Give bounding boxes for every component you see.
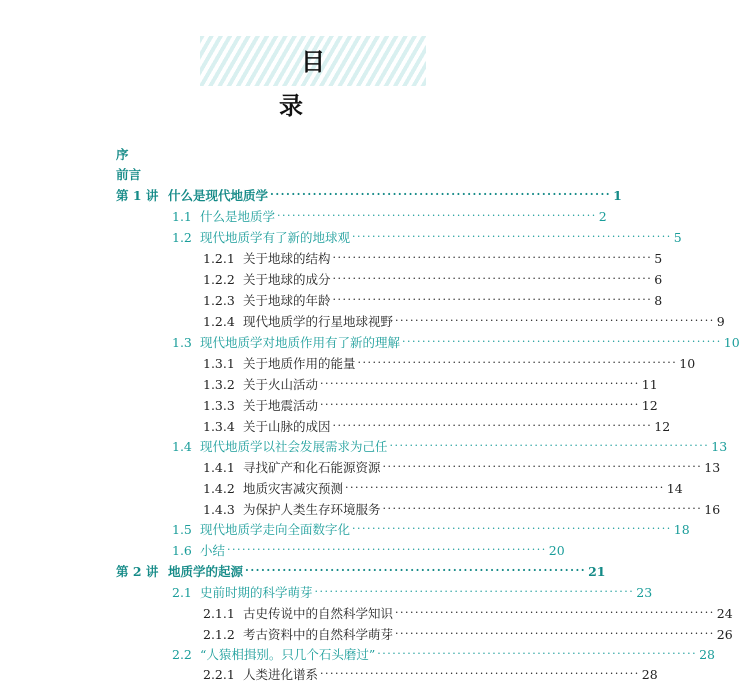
toc-entry-label: 什么是现代地质学 bbox=[168, 188, 269, 203]
toc-entry-page: 6 bbox=[654, 271, 663, 287]
toc-entry-number: 2.1.2 bbox=[203, 626, 235, 642]
toc-entry-number: 1.4.1 bbox=[203, 459, 235, 475]
toc-entry-page: 5 bbox=[654, 250, 663, 266]
toc-entry-label: 什么是地质学 bbox=[200, 209, 276, 224]
toc-subsection-2-1-2[interactable] bbox=[203, 624, 733, 644]
toc-entry-number: 2.1.1 bbox=[203, 605, 235, 621]
toc-entry-page: 9 bbox=[716, 313, 725, 329]
toc-entry-label: 现代地质学走向全面数字化 bbox=[200, 522, 351, 537]
toc-entry-label: 关于地震活动 bbox=[243, 398, 319, 413]
toc-leader-dots: ································································ bbox=[277, 209, 597, 222]
toc-entry-label: 史前时期的科学萌芽 bbox=[200, 585, 313, 600]
toc-leader-dots: ································································ bbox=[382, 502, 703, 515]
toc-subsection-1-2-1[interactable] bbox=[203, 248, 663, 268]
toc-leader-dots: ································································ bbox=[227, 543, 547, 556]
toc-subsection-1-4-1[interactable] bbox=[203, 457, 721, 477]
toc-entry-page: 11 bbox=[641, 376, 658, 392]
toc-entry-number: 1.3.2 bbox=[203, 376, 235, 392]
toc-entry-number: 1.3 bbox=[172, 334, 192, 350]
toc-section-1-1[interactable] bbox=[172, 206, 607, 226]
toc-entry-page: 8 bbox=[654, 292, 663, 308]
toc-subsection-1-3-2[interactable] bbox=[203, 374, 658, 394]
toc-entry-number: 1.4.2 bbox=[203, 480, 235, 496]
toc-entry-number: 1.3.4 bbox=[203, 418, 235, 434]
toc-entry-number: 1.2.3 bbox=[203, 292, 235, 308]
toc-entry-number: 1.1 bbox=[172, 208, 192, 224]
toc-entry-label: 现代地质学有了新的地球观 bbox=[200, 230, 351, 245]
toc-leader-dots: ································································ bbox=[332, 293, 653, 306]
toc-leader-dots: ································································ bbox=[402, 335, 722, 348]
toc-leader-dots: ································································ bbox=[352, 522, 672, 535]
toc-section-1-6[interactable] bbox=[172, 540, 565, 560]
toc-entry-page: 12 bbox=[641, 397, 658, 413]
toc-leader-dots: ································································ bbox=[332, 251, 653, 264]
toc-entry-label: 为保护人类生存环境服务 bbox=[243, 502, 381, 517]
toc-leader-dots: ································································ bbox=[314, 585, 635, 598]
toc-entry-page: 1 bbox=[613, 187, 622, 203]
toc-entry-label: 考古资料中的自然科学萌芽 bbox=[243, 627, 394, 642]
toc-subsection-2-2-1[interactable] bbox=[203, 664, 658, 684]
toc-entry-number: 2.2.1 bbox=[203, 666, 235, 682]
toc-entry-foreword[interactable] bbox=[116, 164, 555, 184]
toc-entry-page: 28 bbox=[641, 666, 658, 682]
toc-entry-label: 关于山脉的成因 bbox=[243, 419, 331, 434]
toc-subsection-1-2-4[interactable] bbox=[203, 311, 725, 331]
page-title: 目 录 bbox=[279, 47, 369, 120]
toc-section-1-2[interactable] bbox=[172, 227, 682, 247]
toc-entry-number: 序 bbox=[116, 147, 129, 162]
toc-chapter-2[interactable] bbox=[116, 561, 606, 581]
toc-leader-dots: ································································ bbox=[395, 627, 715, 640]
toc-section-2-1[interactable] bbox=[172, 582, 653, 602]
toc-entry-label: 现代地质学的行星地球视野 bbox=[243, 314, 394, 329]
toc-subsection-1-2-2[interactable] bbox=[203, 269, 663, 289]
toc-entry-label: 现代地质学以社会发展需求为己任 bbox=[200, 439, 388, 454]
toc-entry-number: 1.3.3 bbox=[203, 397, 235, 413]
toc-entry-label: 关于地球的成分 bbox=[243, 272, 331, 287]
toc-leader-dots: ································································ bbox=[357, 356, 678, 369]
toc-section-1-4[interactable] bbox=[172, 436, 728, 456]
toc-entry-page: 14 bbox=[666, 480, 683, 496]
toc-subsection-1-2-3[interactable] bbox=[203, 290, 663, 310]
toc-entry-number: 1.5 bbox=[172, 521, 192, 537]
toc-leader-dots: ································································ bbox=[395, 606, 715, 619]
toc-subsection-1-3-3[interactable] bbox=[203, 395, 658, 415]
toc-entry-number: 1.2.2 bbox=[203, 271, 235, 287]
toc-entry-page: 13 bbox=[711, 438, 728, 454]
toc-section-1-5[interactable] bbox=[172, 519, 690, 539]
toc-entry-label: 小结 bbox=[200, 543, 226, 558]
toc-entry-label: 人类进化谱系 bbox=[243, 667, 319, 682]
toc-leader-dots: ································································ bbox=[332, 419, 653, 432]
toc-entry-number: 1.2.4 bbox=[203, 313, 235, 329]
toc-entry-preface[interactable] bbox=[116, 144, 555, 164]
toc-entry-number: 2.1 bbox=[172, 584, 192, 600]
toc-entry-label: 关于地质作用的能量 bbox=[243, 356, 356, 371]
toc-entry-label: 地质学的起源 bbox=[168, 564, 244, 579]
toc-leader-dots: ································································ bbox=[352, 230, 672, 243]
toc-entry-page: 23 bbox=[636, 584, 653, 600]
toc-entry-label: 现代地质学对地质作用有了新的理解 bbox=[200, 335, 401, 350]
toc-entry-number: 第 1 讲 bbox=[116, 188, 159, 203]
toc-entry-page: 28 bbox=[699, 646, 715, 662]
toc-entry-label: “人猿相揖别。只几个石头磨过” bbox=[200, 647, 376, 662]
toc-entry-page: 12 bbox=[654, 418, 671, 434]
toc-section-2-2[interactable] bbox=[172, 644, 715, 664]
toc-entry-label: 地质灾害减灾预测 bbox=[243, 481, 344, 496]
toc-entry-label: 寻找矿产和化石能源资源 bbox=[243, 460, 381, 475]
toc-subsection-1-3-4[interactable] bbox=[203, 416, 671, 436]
toc-entry-number: 2.2 bbox=[172, 646, 192, 662]
toc-leader-dots: ································································ bbox=[245, 564, 587, 577]
toc-entry-number: 1.3.1 bbox=[203, 355, 235, 371]
toc-entry-number: 1.6 bbox=[172, 542, 192, 558]
toc-entry-number: 1.2.1 bbox=[203, 250, 235, 266]
toc-entry-label: 古史传说中的自然科学知识 bbox=[243, 606, 394, 621]
toc-entry-number: 前言 bbox=[116, 167, 142, 182]
toc-entry-label: 关于火山活动 bbox=[243, 377, 319, 392]
toc-entry-number: 1.4.3 bbox=[203, 501, 235, 517]
toc-leader-dots: ································································ bbox=[382, 460, 703, 473]
toc-leader-dots: ································································ bbox=[320, 398, 640, 411]
toc-entry-label: 关于地球的年龄 bbox=[243, 293, 331, 308]
toc-entry-page: 2 bbox=[598, 208, 607, 224]
toc-entry-page: 16 bbox=[704, 501, 721, 517]
toc-leader-dots: ································································ bbox=[395, 314, 715, 327]
toc-entry-page: 5 bbox=[673, 229, 682, 245]
toc-subsection-1-3-1[interactable] bbox=[203, 353, 696, 373]
toc-entry-label: 关于地球的结构 bbox=[243, 251, 331, 266]
toc-chapter-1[interactable] bbox=[116, 185, 622, 205]
toc-leader-dots: ································································ bbox=[270, 188, 612, 201]
toc-leader-dots: ································································ bbox=[320, 377, 640, 390]
toc-entry-page: 26 bbox=[716, 626, 733, 642]
toc-subsection-2-1-1[interactable] bbox=[203, 603, 733, 623]
toc-entry-number: 1.2 bbox=[172, 229, 192, 245]
toc-subsection-1-4-2[interactable] bbox=[203, 478, 683, 498]
toc-entry-page: 21 bbox=[588, 563, 606, 579]
toc-subsection-1-4-3[interactable] bbox=[203, 499, 721, 519]
toc-leader-dots: ································································ bbox=[320, 667, 640, 680]
toc-entry-page: 24 bbox=[716, 605, 733, 621]
toc-leader-dots: ································································ bbox=[377, 647, 698, 660]
toc-leader-dots: ································································ bbox=[389, 439, 710, 452]
toc-entry-page: 18 bbox=[673, 521, 690, 537]
toc-entry-page: 20 bbox=[548, 542, 565, 558]
toc-leader-dots: ································································ bbox=[345, 481, 665, 494]
toc-entry-page: 10 bbox=[723, 334, 740, 350]
toc-section-1-3[interactable] bbox=[172, 332, 740, 352]
toc-entry-number: 1.4 bbox=[172, 438, 192, 454]
toc-entry-page: 10 bbox=[679, 355, 696, 371]
toc-entry-number: 第 2 讲 bbox=[116, 564, 159, 579]
toc-leader-dots: ································································ bbox=[332, 272, 653, 285]
toc-entry-page: 13 bbox=[704, 459, 721, 475]
